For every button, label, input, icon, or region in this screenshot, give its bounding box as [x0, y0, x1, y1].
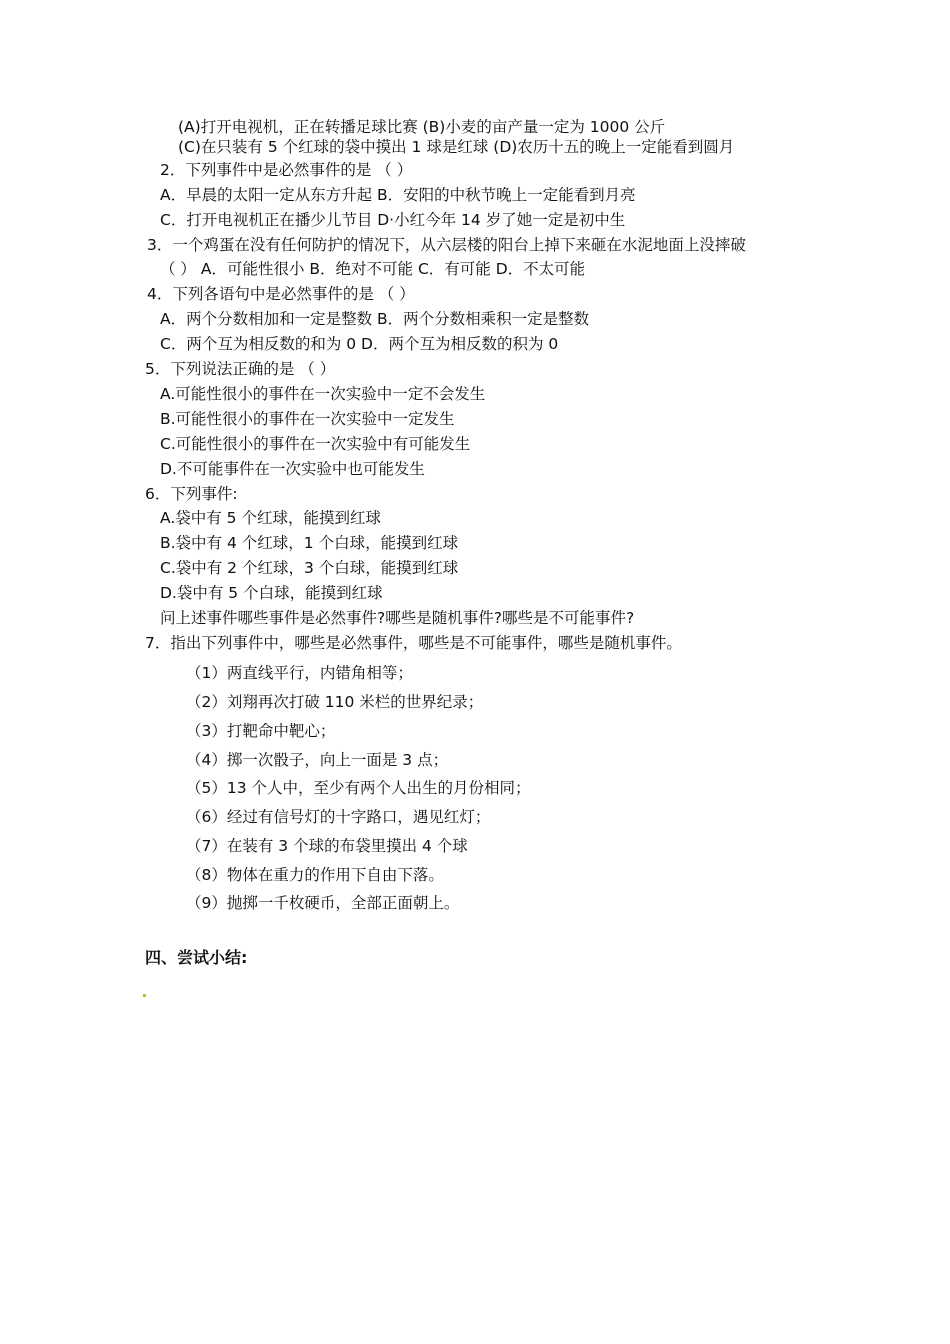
q6-stem: 6．下列事件:	[145, 485, 238, 503]
q3-options: （ ） A．可能性很小 B．绝对不可能 C．有可能 D．不太可能	[160, 260, 586, 278]
q7-item-1: （1）两直线平行，内错角相等；	[186, 664, 413, 682]
q1-options-cd: (C)在只装有 5 个红球的袋中摸出 1 球是红球 (D)农历十五的晚上一定能看到圆月	[178, 138, 735, 156]
q5-option-d: D.不可能事件在一次实验中也可能发生	[160, 460, 425, 478]
q6-question: 问上述事件哪些事件是必然事件?哪些是随机事件?哪些是不可能事件?	[160, 609, 635, 627]
q5-option-c: C.可能性很小的事件在一次实验中有可能发生	[160, 435, 471, 453]
q7-item-5: （5）13 个人中，至少有两个人出生的月份相同；	[186, 779, 531, 797]
decorative-dot	[143, 994, 146, 997]
q6-option-a: A.袋中有 5 个红球，能摸到红球	[160, 509, 381, 527]
q6-option-c: C.袋中有 2 个红球，3 个白球，能摸到红球	[160, 559, 459, 577]
q6-option-d: D.袋中有 5 个白球，能摸到红球	[160, 584, 383, 602]
q7-item-8: （8）物体在重力的作用下自由下落。	[186, 866, 444, 884]
q5-option-a: A.可能性很小的事件在一次实验中一定不会发生	[160, 385, 486, 403]
q2-options-ab: A．早晨的太阳一定从东方升起 B．安阳的中秋节晚上一定能看到月亮	[160, 186, 636, 204]
q7-item-9: （9）抛掷一千枚硬币，全部正面朝上。	[186, 894, 460, 912]
q5-option-b: B.可能性很小的事件在一次实验中一定发生	[160, 410, 455, 428]
q3-stem: 3．一个鸡蛋在没有任何防护的情况下，从六层楼的阳台上掉下来砸在水泥地面上没摔破	[147, 236, 746, 254]
q5-stem: 5．下列说法正确的是 （ ）	[145, 360, 336, 378]
q4-stem: 4．下列各语句中是必然事件的是 （ ）	[147, 285, 415, 303]
q7-stem: 7．指出下列事件中，哪些是必然事件，哪些是不可能事件，哪些是随机事件。	[145, 634, 682, 652]
q7-item-4: （4）掷一次骰子，向上一面是 3 点；	[186, 751, 449, 769]
q7-item-6: （6）经过有信号灯的十字路口，遇见红灯；	[186, 808, 491, 826]
q1-options-ab: (A)打开电视机，正在转播足球比赛 (B)小麦的亩产量一定为 1000 公斤	[178, 118, 666, 136]
section-heading-summary: 四、尝试小结:	[145, 948, 248, 967]
q2-stem: 2．下列事件中是必然事件的是 （ ）	[160, 161, 413, 179]
q4-options-cd: C．两个互为相反数的和为 0 D．两个互为相反数的积为 0	[160, 335, 559, 353]
q4-options-ab: A．两个分数相加和一定是整数 B．两个分数相乘积一定是整数	[160, 310, 590, 328]
q7-item-2: （2）刘翔再次打破 110 米栏的世界纪录；	[186, 693, 484, 711]
q7-item-3: （3）打靶命中靶心；	[186, 722, 336, 740]
q6-option-b: B.袋中有 4 个红球，1 个白球，能摸到红球	[160, 534, 459, 552]
q7-item-7: （7）在装有 3 个球的布袋里摸出 4 个球	[186, 837, 468, 855]
q2-options-cd: C．打开电视机正在播少儿节目 D·小红今年 14 岁了她一定是初中生	[160, 211, 626, 229]
